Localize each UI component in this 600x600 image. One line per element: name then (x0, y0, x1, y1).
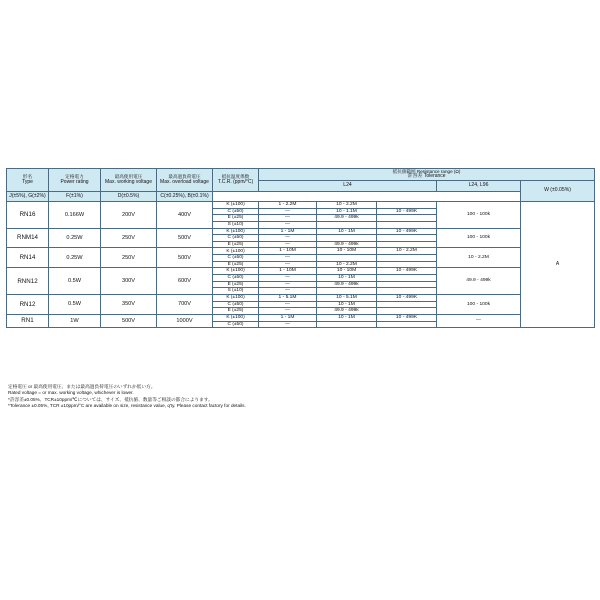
cell-type: RN14 (7, 248, 49, 268)
header-group-l24-l96: L24, L96 (437, 181, 521, 192)
header-tol-j-g: J(±5%), G(±2%) (7, 192, 49, 202)
header-tcr (213, 169, 259, 192)
cell-max-working-voltage: 300V (101, 268, 157, 295)
cell-range-f: 10 - 10M (317, 268, 377, 275)
cell-type: RN12 (7, 294, 49, 314)
cell-max-working-voltage: 250V (101, 228, 157, 248)
cell-tcr: K (±100) (213, 248, 259, 255)
cell-range-j: — (259, 208, 317, 215)
cell-range-j: — (259, 261, 317, 268)
cell-tcr: S (±10) (213, 288, 259, 295)
cell-tcr: K (±100) (213, 268, 259, 275)
footnote-3: *許容差±0.05%、TCR±10ppm/℃については、サイズ、抵抗値、数量等ご相談の都合によります。 (8, 396, 213, 402)
cell-range-d (377, 215, 437, 222)
cell-range-d (377, 308, 437, 315)
header-overload-en: Max. overload voltage (160, 178, 209, 185)
cell-tcr: C (±50) (213, 255, 259, 262)
cell-range-j: — (259, 241, 317, 248)
cell-range-d: 10 - 499K (377, 294, 437, 301)
cell-range-j: 1 - 1M (259, 228, 317, 235)
cell-range-f: 10 - 1M (317, 275, 377, 282)
cell-range-f: 10 - 2.2M (317, 202, 377, 209)
cell-range-cb: 100 - 100k (437, 202, 521, 229)
cell-range-cb: 49.9 - 499k (437, 268, 521, 295)
cell-range-d (377, 221, 437, 228)
cell-max-working-voltage: 250V (101, 248, 157, 268)
header-type-en: Type (22, 178, 33, 185)
cell-range-f: 49.9 - 499k (317, 281, 377, 288)
cell-range-f: 49.9 - 499k (317, 241, 377, 248)
cell-tcr: E (±25) (213, 281, 259, 288)
header-tol-w: W (±0.05%) (521, 181, 595, 202)
footnote-2: Rated voltage = or max. working voltage, whichever is lower. (8, 390, 134, 396)
cell-tcr: E (±25) (213, 241, 259, 248)
header-power-jp: 定格電力 (65, 174, 84, 180)
cell-max-overload-voltage: 1000V (157, 314, 213, 327)
header-power-rating (49, 169, 101, 192)
resistance-spec-table (6, 168, 595, 328)
header-working-en: Max. working voltage (105, 178, 152, 185)
cell-range-j: — (259, 235, 317, 242)
table-header-row-3 (7, 192, 595, 202)
cell-max-overload-voltage: 500V (157, 228, 213, 248)
cell-tcr: C (±50) (213, 321, 259, 328)
cell-range-j: — (259, 321, 317, 328)
table-row (7, 314, 595, 321)
cell-range-f: 10 - 1M (317, 228, 377, 235)
table-row (7, 228, 595, 235)
cell-range-j: — (259, 301, 317, 308)
cell-range-j: 1 - 10M (259, 268, 317, 275)
header-working-jp: 最高使用電圧 (114, 174, 143, 180)
cell-range-d: 10 - 499K (377, 208, 437, 215)
header-tol-f: F(±1%) (49, 192, 101, 202)
cell-max-working-voltage: 500V (101, 314, 157, 327)
cell-max-overload-voltage: 500V (157, 248, 213, 268)
cell-power-rating: 0.5W (49, 268, 101, 295)
table-row (7, 202, 595, 209)
header-max-working-voltage (101, 169, 157, 192)
table-row (7, 248, 595, 255)
cell-tcr: C (±50) (213, 275, 259, 282)
header-overload-jp: 最高過負荷電圧 (168, 174, 201, 180)
cell-range-d: 10 - 499K (377, 314, 437, 321)
header-group-l24: L24 (259, 181, 437, 192)
cell-range-j: — (259, 221, 317, 228)
cell-tcr: K (±100) (213, 294, 259, 301)
cell-max-working-voltage: 350V (101, 294, 157, 314)
cell-range-f (317, 288, 377, 295)
cell-power-rating: 0.25W (49, 248, 101, 268)
cell-range-cb: 10 - 2.2M (437, 248, 521, 268)
table-row (7, 268, 595, 275)
cell-range-d (377, 281, 437, 288)
header-type-jp: 形名 (22, 174, 33, 180)
cell-range-cb: 100 - 100k (437, 294, 521, 314)
cell-power-rating: 0.25W (49, 228, 101, 248)
cell-type: RN1 (7, 314, 49, 327)
cell-tcr: C (±50) (213, 208, 259, 215)
cell-range-d (377, 288, 437, 295)
table-header-row-1 (7, 169, 595, 181)
cell-range-d (377, 241, 437, 248)
cell-range-j: 1 - 1M (259, 314, 317, 321)
header-range-jp: 抵抗値範囲 Resistance range (Ω) (392, 169, 461, 174)
header-tol-c-b: C(±0.25%), B(±0.1%) (157, 192, 213, 202)
cell-range-cb: 100 - 100k (437, 228, 521, 248)
header-resistance-range-group (259, 169, 595, 181)
cell-type: RNM14 (7, 228, 49, 248)
cell-range-f: 10 - 1M (317, 301, 377, 308)
cell-range-f (317, 235, 377, 242)
cell-range-d (377, 202, 437, 209)
cell-range-d (377, 275, 437, 282)
footnote-1: 定格電圧 or 最高使用電圧、または最高過負荷電圧のいずれか低い方。 (8, 384, 156, 389)
cell-tcr: K (±100) (213, 314, 259, 321)
cell-range-j: 1 - 10M (259, 248, 317, 255)
footnotes (8, 384, 588, 410)
cell-power-rating: 0.5W (49, 294, 101, 314)
cell-tcr: K (±100) (213, 202, 259, 209)
header-type (7, 169, 49, 192)
cell-range-j: — (259, 281, 317, 288)
header-power-en: Power rating (60, 178, 89, 185)
cell-range-d: 10 - 499K (377, 268, 437, 275)
cell-range-f (317, 321, 377, 328)
cell-tcr: S (±10) (213, 221, 259, 228)
cell-type: RNN12 (7, 268, 49, 295)
header-tcr-en: T.C.R. (ppm/°C) (217, 178, 254, 185)
cell-tcr: E (±25) (213, 261, 259, 268)
cell-range-d (377, 235, 437, 242)
cell-tcr: K (±100) (213, 228, 259, 235)
cell-range-d: 10 - 499K (377, 228, 437, 235)
cell-range-j: — (259, 215, 317, 222)
cell-tcr: E (±25) (213, 308, 259, 315)
cell-range-d (377, 321, 437, 328)
cell-max-overload-voltage: 400V (157, 202, 213, 229)
cell-range-j: — (259, 288, 317, 295)
cell-range-f: 10 - 10M (317, 248, 377, 255)
cell-type: RN16 (7, 202, 49, 229)
cell-range-j: 1 - 5.1M (259, 294, 317, 301)
cell-range-d (377, 255, 437, 262)
header-tolerance-en: 許容差 Tolerance (407, 173, 446, 180)
cell-tcr: C (±50) (213, 235, 259, 242)
cell-max-overload-voltage: 700V (157, 294, 213, 314)
cell-range-j: — (259, 255, 317, 262)
table-body (7, 202, 595, 328)
cell-range-j: — (259, 308, 317, 315)
cell-range-d: 10 - 2.2M (377, 248, 437, 255)
cell-range-d (377, 261, 437, 268)
cell-range-f: 10 - 2.2M (317, 261, 377, 268)
cell-range-f: 49.9 - 499k (317, 215, 377, 222)
cell-max-overload-voltage: 600V (157, 268, 213, 295)
cell-tcr: C (±50) (213, 301, 259, 308)
footnote-4: *Tolerance ±0.05%, TCR ±10ppm/°C are available on size, resistance value, q'ty. Please contact factory for details. (8, 403, 246, 409)
header-tcr-jp: 抵抗温度係数 (221, 174, 250, 180)
cell-power-rating: 1W (49, 314, 101, 327)
header-max-overload-voltage (157, 169, 213, 192)
header-tol-d: D(±0.5%) (101, 192, 157, 202)
cell-range-f: 49.9 - 499k (317, 308, 377, 315)
cell-max-working-voltage: 200V (101, 202, 157, 229)
cell-range-w: A (521, 202, 595, 328)
cell-range-j: 1 - 2.2M (259, 202, 317, 209)
spec-table-container (6, 168, 594, 328)
cell-range-f: 10 - 1M (317, 314, 377, 321)
cell-range-f (317, 221, 377, 228)
cell-range-cb: — (437, 314, 521, 327)
cell-range-f: 10 - 5.1M (317, 294, 377, 301)
cell-power-rating: 0.166W (49, 202, 101, 229)
cell-range-f: 10 - 1.1M (317, 208, 377, 215)
cell-range-f (317, 255, 377, 262)
cell-tcr: E (±25) (213, 215, 259, 222)
table-row (7, 294, 595, 301)
cell-range-d (377, 301, 437, 308)
cell-range-j: — (259, 275, 317, 282)
